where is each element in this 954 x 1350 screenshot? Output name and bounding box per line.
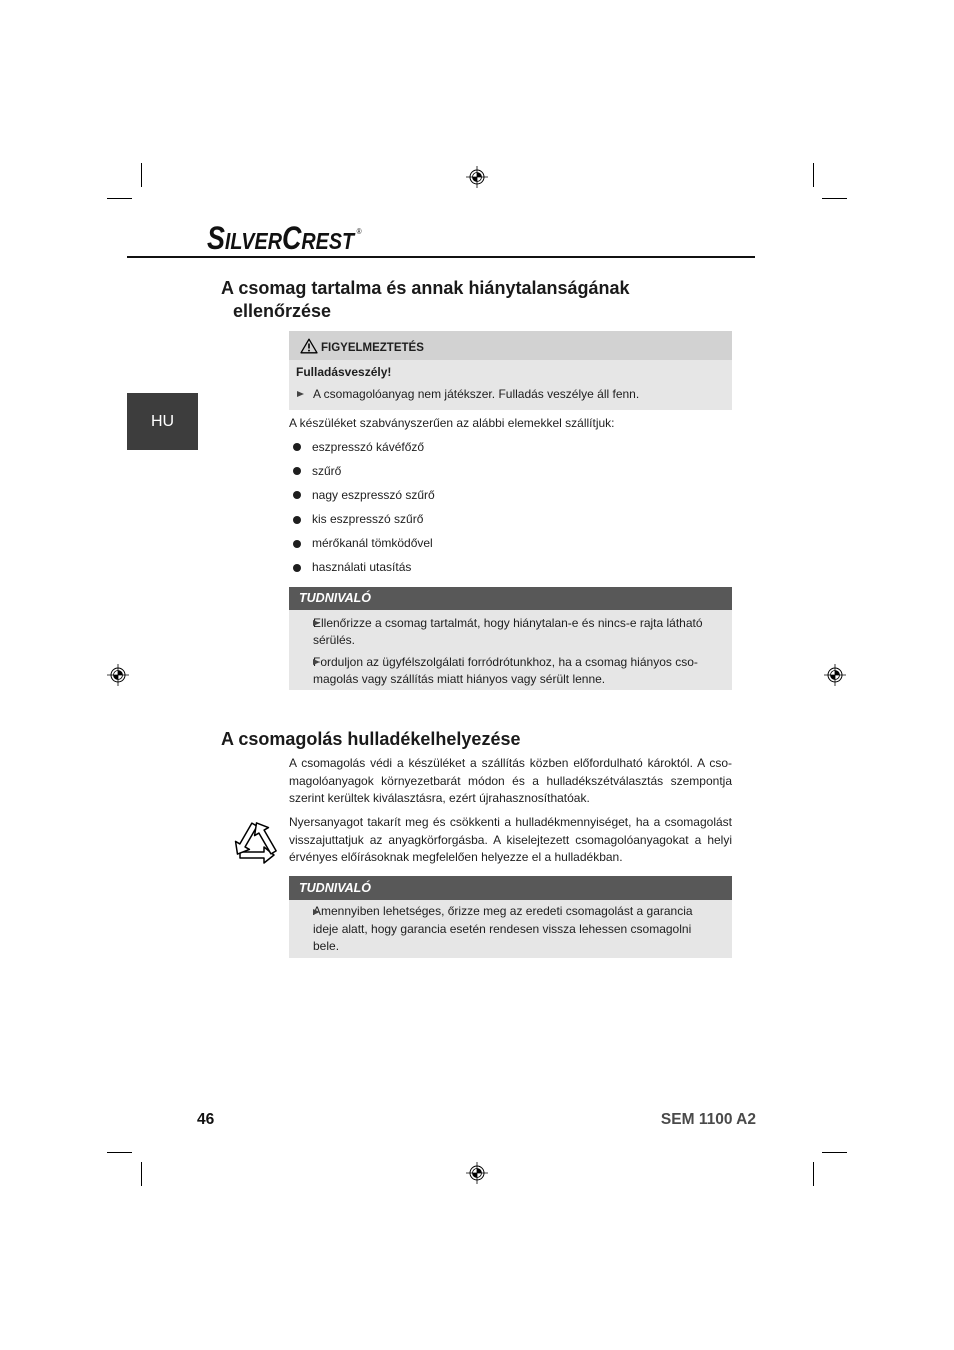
crop-mark-top-left [107,163,142,199]
note-item [297,615,716,649]
note-box [289,587,732,690]
note-item-line: Ellenőrizze a csomag tartalmát, hogy hiánytalan-e és nincs-e rajta látható [313,615,703,630]
paragraph-line: Nyersanyagot takarít meg és csökkenti a hulladékmennyiséget, ha a csomagolást [289,815,732,830]
crop-mark-top-right [814,163,848,199]
note-body [289,900,732,958]
round-bullet-icon [293,467,301,475]
paragraph-line: A csomagolás védi a készüléket a szállítás közben előfordulható károktól. A cso- [289,756,732,771]
list-item-text: szűrő [312,463,342,478]
list-item [289,535,435,552]
logo-word: SILVER [207,220,282,256]
warning-triangle-icon [300,338,318,354]
note-header: TUDNIVALÓ [289,587,732,610]
warning-body [289,360,732,410]
paragraph [289,814,732,867]
language-tab: HU [127,393,198,450]
list-item-text: kis eszpresszó szűrő [312,512,424,527]
note-item-line: bele. [313,939,340,954]
section-title-line: A csomag tartalma és annak hiánytalanságának [221,278,630,298]
list-item [289,511,435,528]
warning-subtitle: Fulladásveszély! [296,365,392,379]
registration-mark-icon [466,1162,488,1184]
arrow-bullet-icon [297,391,304,397]
warning-box [289,331,732,410]
model-number: SEM 1100 A2 [660,1111,756,1128]
paragraph [289,755,732,808]
note-item [297,654,716,688]
note-item-line: magolás vagy szállítás miatt hiányos vagy sérült lenne. [313,671,606,686]
list-item-text: eszpresszó kávéfőző [312,439,425,454]
page-number: 46 [197,1111,215,1128]
list-item [289,439,435,456]
warning-header [289,331,732,360]
paragraph-line: érvényes előírásoknak megfelelően helyezze el a hulladékban. [289,850,623,865]
warning-item-text: A csomagolóanyag nem játékszer. Fulladás veszélye áll fenn. [313,387,640,401]
paragraph-line: magolóanyagok környezetbarát módon és a hulladékszétválasztás szempontja [289,773,732,788]
list-item [289,487,435,504]
list-item-text: mérőkanál tömködővel [312,536,433,551]
round-bullet-icon [293,516,301,524]
note-box [289,876,732,958]
note-item-line: ideje alatt, hogy garancia esetén rendesen vissza lehessen csomagolni [313,921,692,936]
registration-mark-icon [824,664,846,686]
arrow-bullet-icon [313,620,320,626]
note-header: TUDNIVALÓ [289,876,732,900]
registration-mark-icon [107,664,129,686]
crop-mark-bottom-right [814,1153,848,1187]
list-item [289,463,435,480]
round-bullet-icon [293,443,301,451]
list-item [289,559,435,576]
paragraph-line: szerint kerültek kiválasztásra, ezért újrahasznosíthatóak. [289,791,590,806]
recycling-symbol-icon [228,817,284,871]
contents-intro: A készüléket szabványszerűen az alábbi elemekkel szállítjuk: [289,415,615,430]
arrow-bullet-icon [313,909,320,915]
note-body [289,610,732,690]
paragraph-line: visszajuttatjuk az anyagkörforgásba. A kiselejtezett csomagolóanyagokat a helyi [289,832,732,847]
list-item-text: nagy eszpresszó szűrő [312,487,435,502]
list-item-text: használati utasítás [312,560,412,575]
package-contents-list [289,439,435,584]
section-title-line: ellenőrzése [233,301,332,321]
brand-logo [207,221,362,255]
arrow-bullet-icon [313,659,320,665]
note-item [297,903,716,956]
note-item-line: sérülés. [313,632,356,647]
round-bullet-icon [293,491,301,499]
note-item-line: Forduljon az ügyfélszolgálati forródrótunkhoz, ha a csomag hiányos cso- [313,654,698,669]
warning-header-label: FIGYELMEZTETÉS [321,342,424,354]
header-rule [127,256,755,258]
registered-mark: ® [356,227,362,236]
note-item-line: Amennyiben lehetséges, őrizze meg az eredeti csomagolást a garancia [313,904,693,919]
crop-mark-bottom-left [107,1153,142,1187]
warning-item [296,386,716,403]
section-title-package-contents [221,277,630,323]
registration-mark-icon [466,166,488,188]
round-bullet-icon [293,540,301,548]
logo-word: CREST [281,220,355,256]
section-title-packaging-disposal: A csomagolás hulladékelhelyezése [221,728,521,749]
round-bullet-icon [293,564,301,572]
